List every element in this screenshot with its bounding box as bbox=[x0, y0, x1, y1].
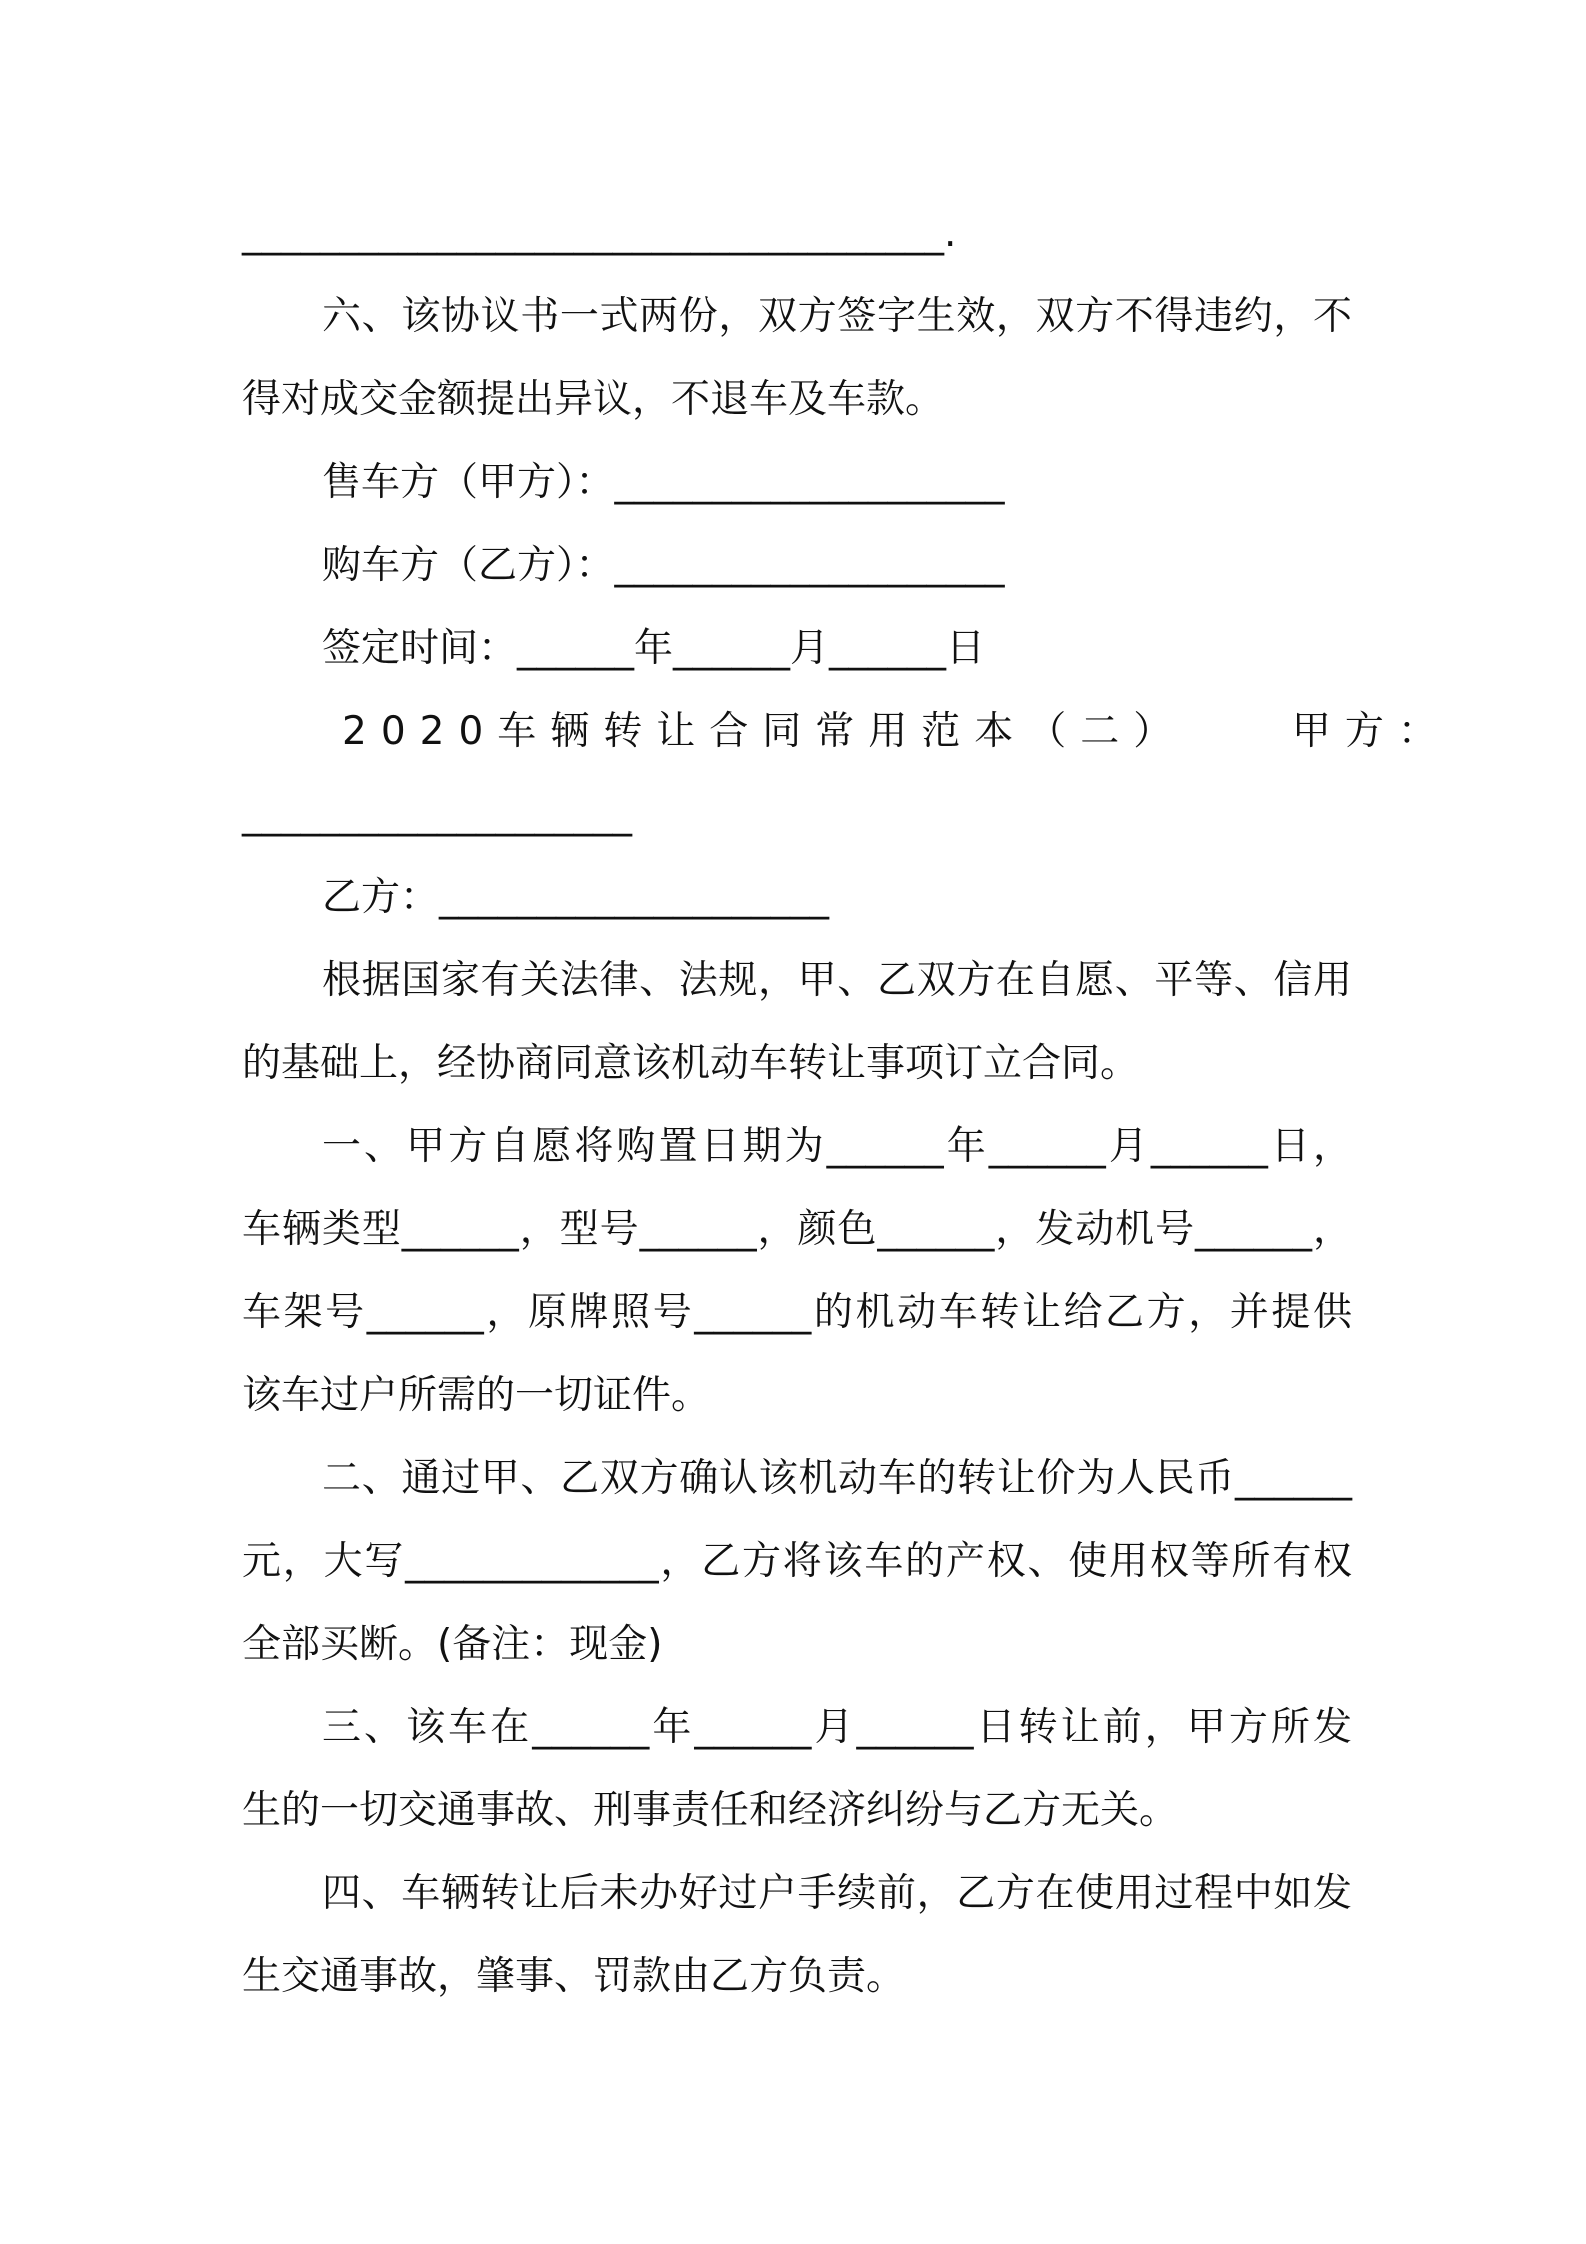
seller-signature-line: 售车方（甲方）：____________________ bbox=[322, 460, 1005, 505]
preamble-line-2: 的基础上，经协商同意该机动车转让事项订立合同。 bbox=[242, 1041, 1140, 1086]
buyer-signature-line: 购车方（乙方）：____________________ bbox=[322, 543, 1005, 588]
clause-two-line-3: 全部买断。(备注：现金) bbox=[242, 1622, 663, 1667]
clause-two-line-1: 二、通过甲、乙双方确认该机动车的转让价为人民币______ bbox=[322, 1456, 1352, 1501]
party-b-line: 乙方：____________________ bbox=[322, 875, 830, 920]
clause-two-line-2: 元，大写_____________，乙方将该车的产权、使用权等所有权 bbox=[242, 1539, 1352, 1584]
clause-four-line-2: 生交通事故，肇事、罚款由乙方负责。 bbox=[242, 1954, 906, 1999]
preamble-line-1: 根据国家有关法律、法规，甲、乙双方在自愿、平等、信用 bbox=[322, 958, 1352, 1003]
clause-one-line-1: 一、甲方自愿将购置日期为______年______月______日， bbox=[322, 1124, 1352, 1169]
clause-six-line-2: 得对成交金额提出异议，不退车及车款。 bbox=[242, 377, 945, 422]
document-body bbox=[242, 192, 1451, 2018]
party-a-blank: ____________________ bbox=[242, 792, 632, 837]
clause-six-line-1: 六、该协议书一式两份，双方签字生效，双方不得违约，不 bbox=[322, 294, 1352, 339]
blank-line-end: ____________________________________. bbox=[242, 211, 957, 256]
signing-date-line: 签定时间：______年______月______日 bbox=[322, 626, 986, 671]
clause-three-line-2: 生的一切交通事故、刑事责任和经济纠纷与乙方无关。 bbox=[242, 1788, 1179, 1833]
clause-four-line-1: 四、车辆转让后未办好过户手续前，乙方在使用过程中如发 bbox=[322, 1871, 1352, 1916]
clause-one-line-2: 车辆类型______，型号______，颜色______，发动机号______， bbox=[242, 1207, 1352, 1252]
clause-one-line-4: 该车过户所需的一切证件。 bbox=[242, 1373, 711, 1418]
clause-one-line-3: 车架号______，原牌照号______的机动车转让给乙方，并提供 bbox=[242, 1290, 1352, 1335]
clause-three-line-1: 三、该车在______年______月______日转让前，甲方所发 bbox=[322, 1705, 1352, 1750]
contract-title: 2020车辆转让合同常用范本（二） 甲方： bbox=[342, 709, 1451, 754]
